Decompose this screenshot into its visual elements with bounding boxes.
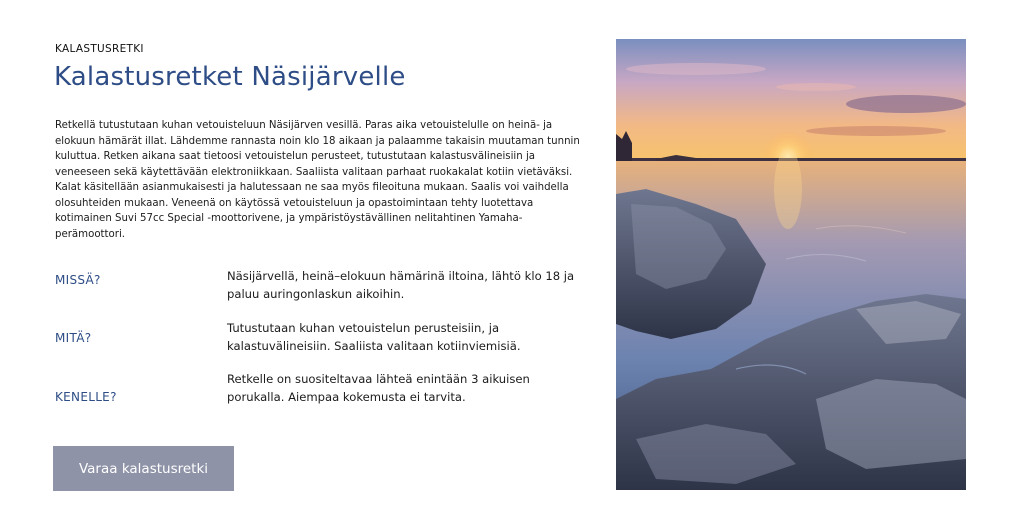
what-text: Tutustutaan kuhan vetouistelun perusteisiin, ja kalastuvälineisiin. Saaliista valitaan kotiinviemisiä. <box>227 321 521 353</box>
where-label: MISSÄ? <box>55 273 101 287</box>
book-fishing-trip-button[interactable]: Varaa kalastusretki <box>53 446 234 491</box>
page-title: Kalastusretket Näsijärvelle <box>54 62 406 92</box>
intro-paragraph: Retkellä tutustutaan kuhan vetouisteluun Näsijärven vesillä. Paras aika vetouistelulle on heinä- ja elokuun hämärät illat. Lähdemme rannasta noin klo 18 aikaan ja palaamme takaisin muutaman tunnin kuluttua. Retken aikana saat tietoosi vetouistelun perusteet, tutustutaan kalastusvälineisiin ja veneeseen sekä käytettävään elektroniikkaan. Saaliista valitaan parhaat ruokakalat kotiin vietäväksi. Kalat käsitellään asianmukaisesti ja halutessaan ne saa myös fileoituna mukaan. Saalis voi vaihdella olosuhteiden mukaan. Veneenä on käytössä vetouisteluun ja opastoimintaan tehty luotettava kotimainen Suvi 57cc Special -moottorivene, ja ympäristöystävällinen nelitahtinen Yamaha-perämoottori. <box>55 120 580 240</box>
what-label: MITÄ? <box>55 331 92 345</box>
where-text: Näsijärvellä, heinä–elokuun hämärinä iltoina, lähtö klo 18 ja paluu auringonlaskun aikoihin. <box>227 269 575 301</box>
eyebrow-label: KALASTUSRETKI <box>55 43 144 55</box>
lake-sunset-photo <box>616 39 966 490</box>
who-label: KENELLE? <box>55 390 117 404</box>
who-text: Retkelle on suositeltavaa lähteä enintään 3 aikuisen porukalla. Aiempaa kokemusta ei tarvita. <box>227 372 530 404</box>
